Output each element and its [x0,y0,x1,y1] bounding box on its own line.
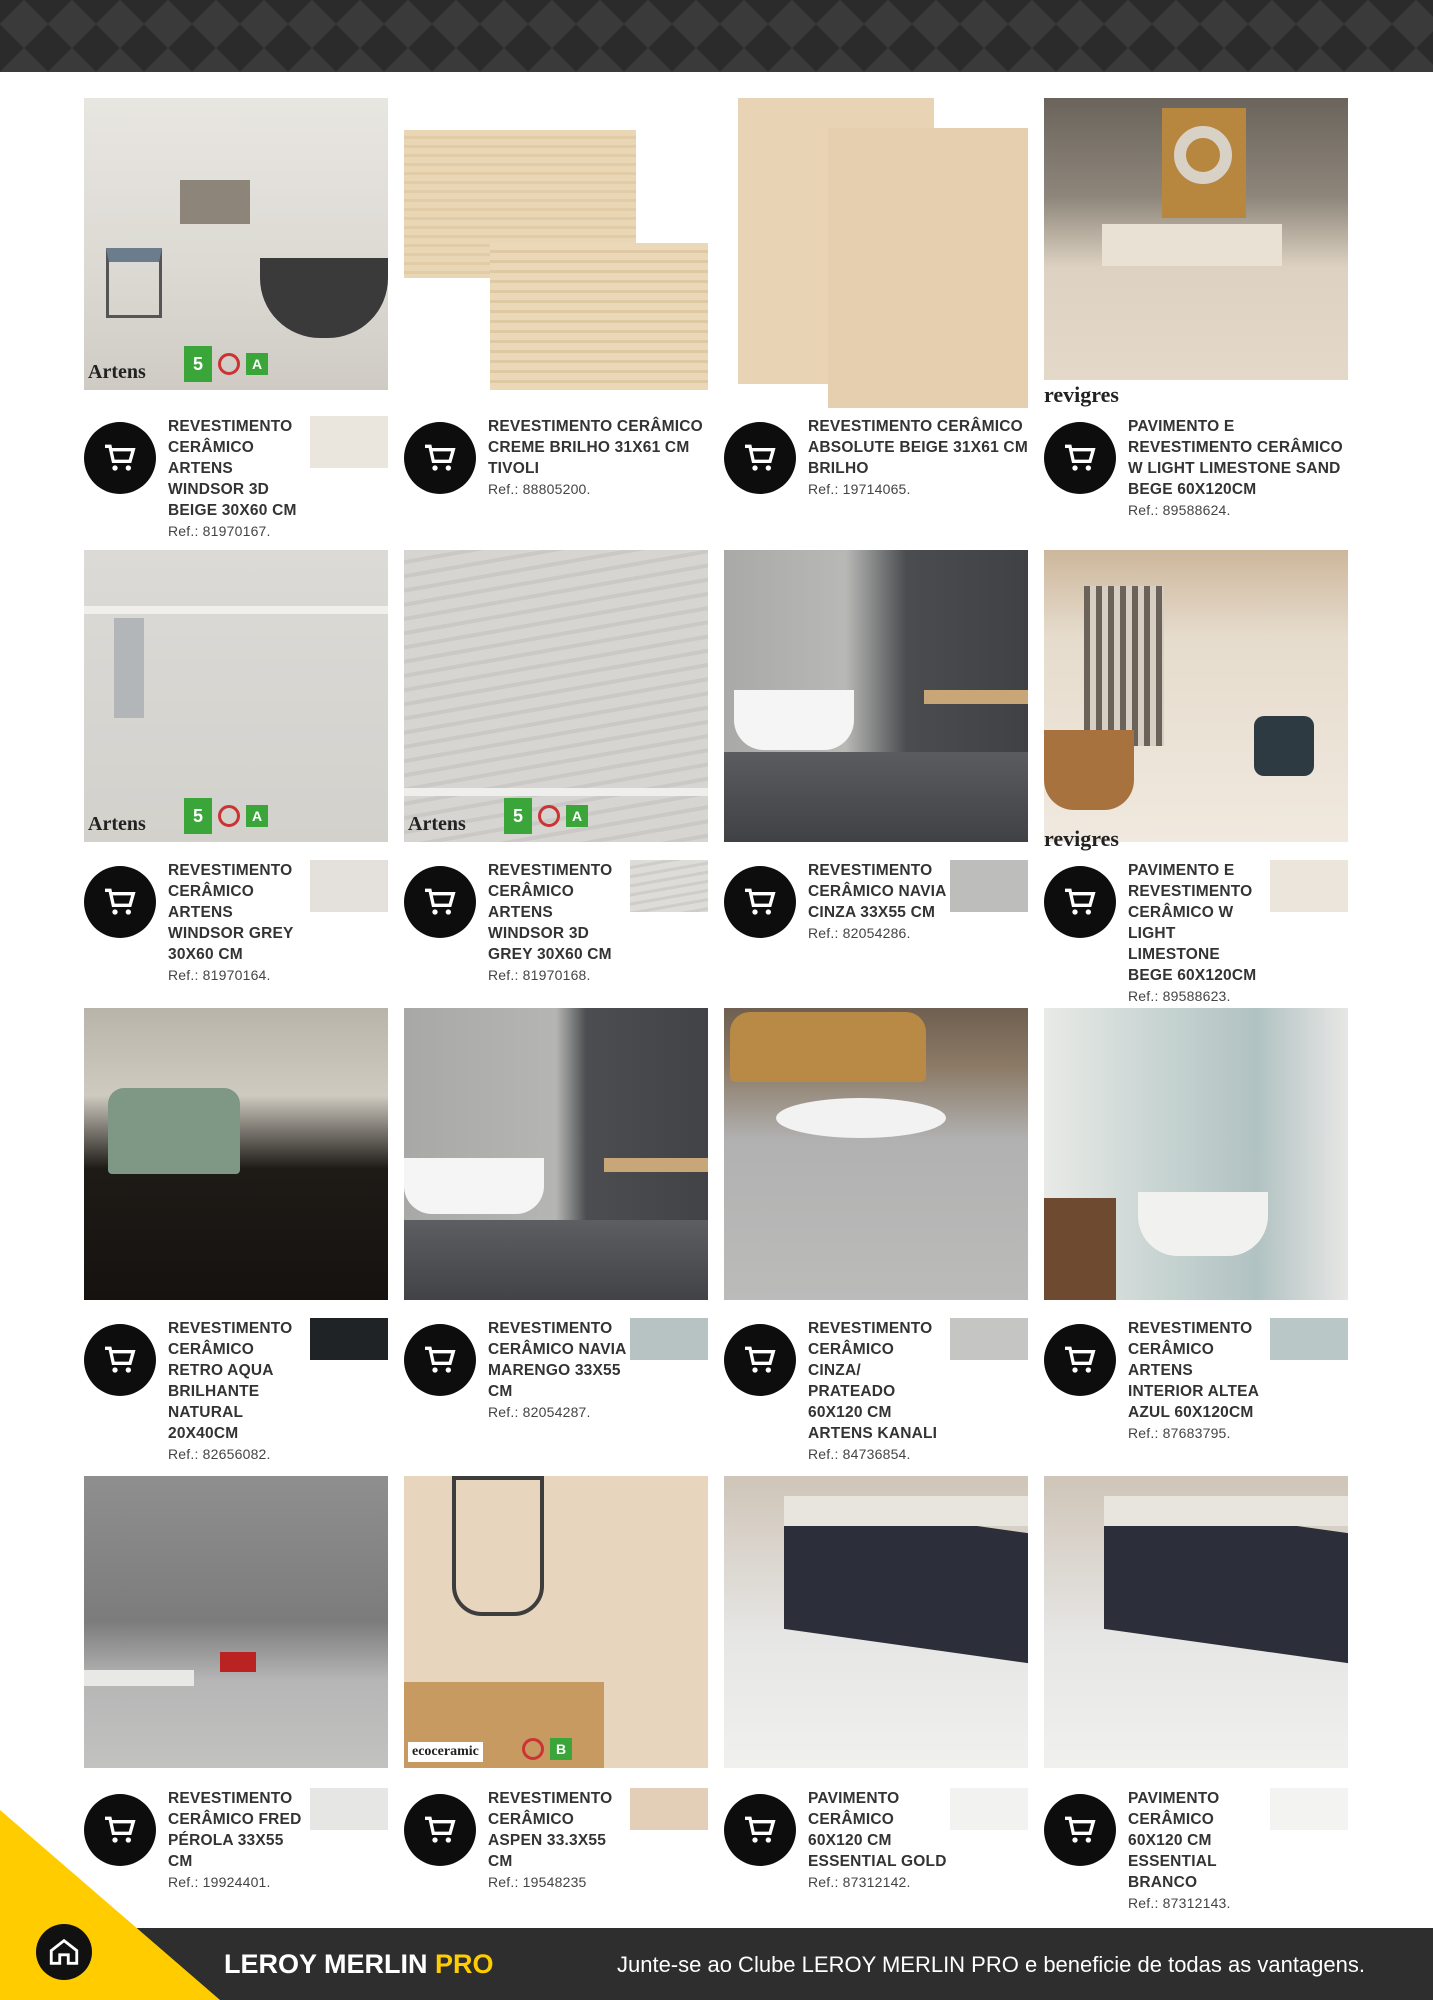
cart-icon[interactable] [84,1794,156,1866]
tile-swatch [310,860,388,912]
product-photo[interactable] [724,1476,1028,1768]
warranty-badge: 5 [184,346,212,382]
product-info [1044,860,1348,1004]
cart-icon[interactable] [724,1794,796,1866]
product-title: REVESTIMENTO CERÂMICO ARTENS WINDSOR 3D GREY 30X60 CM Ref.: 81970168. [488,860,628,986]
class-a-badge: A [246,353,268,375]
top-decorative-band [0,0,1433,72]
tile-swatch [630,1318,708,1360]
warranty-badge: 5 [184,798,212,834]
product-photo[interactable] [724,1008,1028,1300]
product-photo[interactable] [724,550,1028,842]
product-title: REVESTIMENTO CERÂMICO RETRO AQUA BRILHANTE NATURAL 20X40CM Ref.: 82656082. [168,1318,308,1465]
cart-icon[interactable] [84,866,156,938]
certification-badges [522,1738,572,1760]
class-a-badge: A [566,805,588,827]
product-photo[interactable] [404,1008,708,1300]
tile-swatch [310,1318,388,1360]
brand-logo-artens: Artens [88,813,146,835]
footer-tagline: Junte-se ao Clube LEROY MERLIN PRO e beneficie de todas as vantagens. [616,1952,1365,1977]
product-ref: Ref.: 87312142. [808,1874,911,1890]
cart-icon[interactable] [84,1324,156,1396]
product-ref: Ref.: 81970168. [488,967,591,983]
product-info [404,1318,708,1458]
product-title: PAVIMENTO E REVESTIMENTO CERÂMICO W LIGHT LIMESTONE BEGE 60X120CM Ref.: 89588623. [1128,860,1268,1007]
eco-icon [538,805,560,827]
product-title: REVESTIMENTO CERÂMICO ARTENS WINDSOR 3D BEIGE 30X60 CM Ref.: 81970167. [168,416,308,542]
tile-swatch [950,860,1028,912]
product-ref: Ref.: 19714065. [808,481,911,497]
tile-swatch [630,860,708,912]
product-info [84,860,388,1000]
eco-icon [218,353,240,375]
tile-swatch [950,1788,1028,1830]
product-ref: Ref.: 19924401. [168,1874,271,1890]
product-ref: Ref.: 19548235 [488,1874,587,1890]
product-info [724,416,1028,556]
tile-swatch [1270,860,1348,912]
tile-swatch [630,1788,708,1830]
tile-swatch [950,1318,1028,1360]
cart-icon[interactable] [1044,1324,1116,1396]
brand-logo-revigres: revigres [1044,826,1119,851]
product-photo[interactable] [1044,1476,1348,1768]
product-ref: Ref.: 82054287. [488,1404,591,1420]
cart-icon[interactable] [84,422,156,494]
product-ref: Ref.: 81970167. [168,523,271,539]
product-ref: Ref.: 82656082. [168,1446,271,1462]
class-a-badge: A [246,805,268,827]
brand-logo-artens: Artens [88,361,146,383]
home-button[interactable] [36,1924,92,1980]
cart-icon[interactable] [404,422,476,494]
product-photo[interactable] [1044,550,1348,842]
product-info [724,860,1028,1000]
product-title: REVESTIMENTO CERÂMICO CINZA/ PRATEADO 60X120 CM ARTENS KANALI Ref.: 84736854. [808,1318,948,1465]
certification-badges [504,798,588,834]
product-info [84,1788,388,1928]
product-photo[interactable] [84,1476,388,1768]
product-title: REVESTIMENTO CERÂMICO FRED PÉROLA 33X55 CM Ref.: 19924401. [168,1788,308,1893]
product-info [84,1318,388,1462]
product-photo[interactable] [1044,1008,1348,1300]
product-info [1044,1788,1348,1928]
product-info [84,416,388,556]
cart-icon[interactable] [724,422,796,494]
product-ref: Ref.: 87312143. [1128,1895,1231,1911]
product-info [404,1788,708,1928]
product-info [404,860,708,1000]
cart-icon[interactable] [404,866,476,938]
product-ref: Ref.: 89588624. [1128,502,1231,518]
warranty-badge: 5 [504,798,532,834]
brand-logo-ecoceramic: ecoceramic [408,1742,483,1762]
product-ref: Ref.: 84736854. [808,1446,911,1462]
tile-swatch [310,1788,388,1830]
cart-icon[interactable] [404,1794,476,1866]
product-photo[interactable] [1044,98,1348,380]
product-info [1044,416,1348,556]
product-title: PAVIMENTO CERÂMICO 60X120 CM ESSENTIAL BRANCO Ref.: 87312143. [1128,1788,1268,1914]
cart-icon[interactable] [724,1324,796,1396]
product-title: REVESTIMENTO CERÂMICO ABSOLUTE BEIGE 31X61 CM BRILHO Ref.: 19714065. [808,416,1028,500]
product-title: REVESTIMENTO CERÂMICO CREME BRILHO 31X61 CM TIVOLI Ref.: 88805200. [488,416,708,500]
product-ref: Ref.: 81970164. [168,967,271,983]
product-ref: Ref.: 89588623. [1128,988,1231,1004]
product-title: PAVIMENTO CERÂMICO 60X120 CM ESSENTIAL GOLD Ref.: 87312142. [808,1788,948,1893]
product-title: REVESTIMENTO CERÂMICO NAVIA MARENGO 33X55 CM Ref.: 82054287. [488,1318,628,1423]
cart-icon[interactable] [1044,422,1116,494]
tile-swatch [310,416,388,468]
home-icon [47,1935,81,1969]
product-title: REVESTIMENTO CERÂMICO ARTENS INTERIOR ALTEA AZUL 60X120CM Ref.: 87683795. [1128,1318,1268,1444]
product-title: REVESTIMENTO CERÂMICO ARTENS WINDSOR GREY 30X60 CM Ref.: 81970164. [168,860,308,986]
product-title: REVESTIMENTO CERÂMICO NAVIA CINZA 33X55 CM Ref.: 82054286. [808,860,948,944]
cart-icon[interactable] [404,1324,476,1396]
footer-brand: LEROY MERLIN PRO [224,1949,494,1979]
eco-icon [218,805,240,827]
product-photo[interactable] [84,550,388,842]
certification-badges [184,346,268,382]
certification-badges [184,798,268,834]
product-photo[interactable] [84,98,388,390]
product-info [724,1318,1028,1462]
product-ref: Ref.: 82054286. [808,925,911,941]
footer-bar [0,1928,1433,2000]
product-photo[interactable] [404,1476,708,1768]
product-info [404,416,708,556]
tile-swatch [1270,1318,1348,1360]
product-photo[interactable] [724,98,1028,408]
product-photo[interactable] [404,98,708,390]
product-ref: Ref.: 87683795. [1128,1425,1231,1441]
brand-logo-revigres: revigres [1044,382,1119,407]
product-photo[interactable] [84,1008,388,1300]
brand-logo-artens: Artens [408,813,466,835]
product-photo[interactable] [404,550,708,842]
product-info [724,1788,1028,1928]
cart-icon[interactable] [724,866,796,938]
cart-icon[interactable] [1044,1794,1116,1866]
eco-icon [522,1738,544,1760]
product-title: PAVIMENTO E REVESTIMENTO CERÂMICO W LIGHT LIMESTONE SAND BEGE 60X120CM Ref.: 89588624. [1128,416,1348,521]
product-info [1044,1318,1348,1458]
class-b-badge: B [550,1738,572,1760]
product-ref: Ref.: 88805200. [488,481,591,497]
product-title: REVESTIMENTO CERÂMICO ASPEN 33.3X55 CM Ref.: 19548235 [488,1788,628,1893]
cart-icon[interactable] [1044,866,1116,938]
tile-swatch [1270,1788,1348,1830]
